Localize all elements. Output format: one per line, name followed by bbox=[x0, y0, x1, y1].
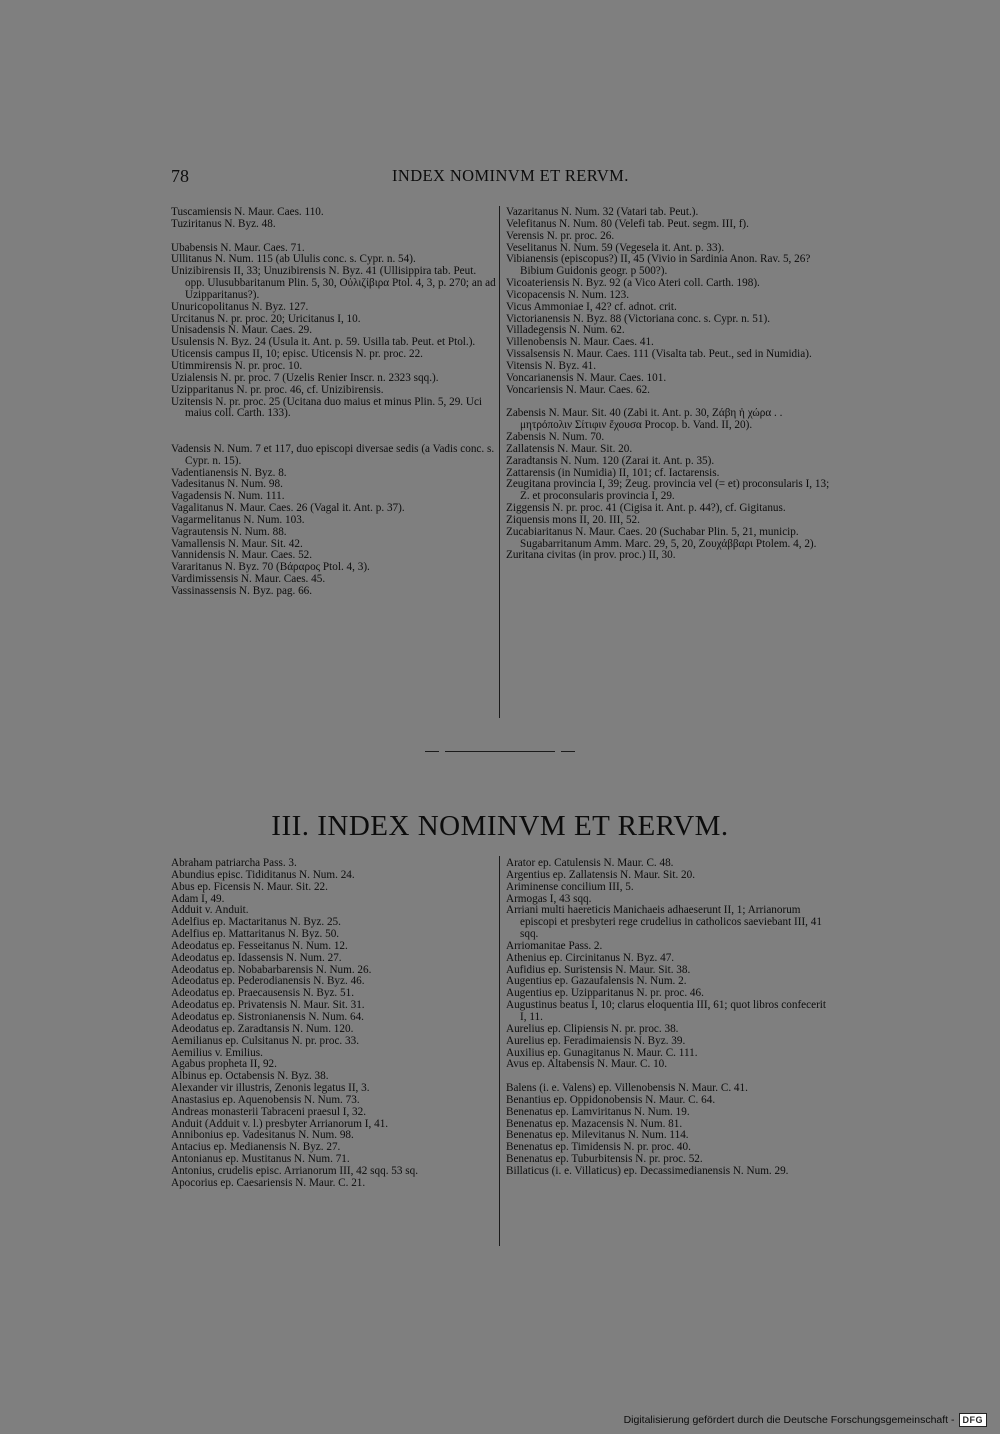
index-entry: Argentius ep. Zallatensis N. Maur. Sit. 20. bbox=[506, 868, 696, 881]
index-entry: Zabensis N. Maur. Sit. 40 (Zabi it. Ant. p. 30, Ζάβη ἡ χώρα . . μητρόπολιν Σίτιφιν ἔχουσα Procop. b. Vand. II, 20). bbox=[506, 407, 783, 432]
index-entry: Vicopacensis N. Num. 123. bbox=[506, 288, 629, 301]
index-entry: Uzitensis N. pr. proc. 25 (Ucitana duo maius et minus Plin. 5, 29. Uci maius coll. Carth. 133). bbox=[171, 395, 483, 420]
index-entry: Arriani multi haereticis Manichaeis adhaeserunt II, 1; Arrianorum episcopi et presbyteri rege crudelius in catholicos saeviebant III, 41 sqq. bbox=[506, 904, 822, 941]
index-entry: Vagrautensis N. Num. 88. bbox=[171, 525, 287, 538]
index-entry: Uzipparitanus N. pr. proc. 46, cf. Unizibirensis. bbox=[171, 383, 384, 396]
index-entry: Vicoateriensis N. Byz. 92 (a Vico Ateri coll. Carth. 198). bbox=[506, 277, 760, 290]
section-title: III. INDEX NOMINVM ET RERVM. bbox=[271, 810, 729, 842]
index-entry: Vadensis N. Num. 7 et 117, duo episcopi diversae sedis (a Vadis conc. s. Cypr. n. 15). bbox=[171, 442, 495, 467]
index-entry: Avus ep. Altabensis N. Maur. C. 10. bbox=[506, 1058, 668, 1071]
index-column-1 bbox=[171, 207, 496, 598]
index-entry: Voncariensis N. Maur. Caes. 62. bbox=[506, 383, 650, 396]
index-entry: Vagadensis N. Num. 111. bbox=[171, 490, 285, 503]
index-entry: Armogas I, 43 sqq. bbox=[506, 892, 592, 905]
index-entry: Benantius ep. Oppidonobensis N. Maur. C. 64. bbox=[506, 1093, 716, 1106]
section-separator-left bbox=[425, 751, 439, 752]
index-entry: Agabus propheta II, 92. bbox=[171, 1058, 277, 1071]
index-entry: Utimmirensis N. pr. proc. 10. bbox=[171, 359, 303, 372]
index-entry: Veselitanus N. Num. 59 (Vegesela it. Ant. p. 33). bbox=[506, 241, 725, 254]
index-entry: Vararitanus N. Byz. 70 (Βάραρος Ptol. 4, 3). bbox=[171, 561, 370, 574]
index-entry: Augentius ep. Gazaufalensis N. Num. 2. bbox=[506, 975, 687, 988]
index-entry: Apocorius ep. Caesariensis N. Maur. C. 21. bbox=[171, 1176, 366, 1189]
index-entry: Zeugitana provincia I, 39; Zeug. provincia vel (= et) proconsularis I, 13; Z. et proconsularis provincia I, 29. bbox=[506, 478, 830, 503]
index-entry: Ariminense concilium III, 5. bbox=[506, 880, 634, 893]
index-entry: Anastasius ep. Aquenobensis N. Num. 73. bbox=[171, 1093, 360, 1106]
page-number: 78 bbox=[171, 166, 189, 186]
index-entry: Antonianus ep. Mustitanus N. Num. 71. bbox=[171, 1153, 350, 1166]
index-entry: Tuscamiensis N. Maur. Caes. 110. bbox=[171, 206, 324, 218]
index-entry: Augentius ep. Uzipparitanus N. pr. proc. 46. bbox=[506, 987, 704, 1000]
index-entry: Ziquensis mons II, 20. III, 52. bbox=[506, 513, 640, 526]
index-entry: Adduit v. Anduit. bbox=[171, 904, 249, 917]
index-entry: Aemilius v. Emilius. bbox=[171, 1046, 263, 1059]
index-entry: Abus ep. Ficensis N. Maur. Sit. 22. bbox=[171, 880, 328, 893]
index-entry: Zucabiaritanus N. Maur. Caes. 20 (Suchabar Plin. 5, 21, municip. Sugabarritanum Amm. Marc. 29, 5, 20, Ζουχάββαρι Ptolem. 4, 2). bbox=[506, 525, 817, 550]
column-divider-top bbox=[499, 206, 500, 718]
index-entry: Abundius episc. Tididitanus N. Num. 24. bbox=[171, 868, 355, 881]
index-entry: Unizibirensis II, 33; Unuzibirensis N. Byz. 41 (Ullisippira tab. Peut. opp. Ulusubbaritanum Plin. 5, 30, Οὐλιζίβιρα Ptol. 4, 3, p. 270; an ad Uzipparitanus?). bbox=[171, 265, 496, 301]
index-entry: Adeodatus ep. Fesseitanus N. Num. 12. bbox=[171, 939, 348, 952]
index-entry: Albinus ep. Octabensis N. Byz. 38. bbox=[171, 1070, 329, 1083]
index-entry: Adeodatus ep. Privatensis N. Maur. Sit. 31. bbox=[171, 999, 365, 1012]
index-entry: Arator ep. Catulensis N. Maur. C. 48. bbox=[506, 857, 674, 869]
index-entry: Arriomanitae Pass. 2. bbox=[506, 939, 603, 952]
index-entry: Zattarensis (in Numidia) II, 101; cf. Iactarensis. bbox=[506, 466, 720, 479]
index-entry: Augustinus beatus I, 10; clarus eloquentia III, 61; quot libros confecerit I, 11. bbox=[506, 999, 827, 1023]
index-entry: Villenobensis N. Maur. Caes. 41. bbox=[506, 336, 654, 349]
column-divider-bottom bbox=[499, 856, 500, 1246]
index-entry: Antonius, crudelis episc. Arrianorum III, 42 sqq. 53 sq. bbox=[171, 1164, 419, 1177]
index-entry: Vardimissensis N. Maur. Caes. 45. bbox=[171, 573, 326, 586]
index-entry: Usulensis N. Byz. 24 (Usula it. Ant. p. 59. Usilla tab. Peut. et Ptol.). bbox=[171, 336, 476, 349]
dfg-logo: DFG bbox=[959, 1413, 988, 1427]
index-entry: Annibonius ep. Vadesitanus N. Num. 98. bbox=[171, 1129, 354, 1142]
index-entry: Vadentianensis N. Byz. 8. bbox=[171, 466, 287, 479]
index-entry: Adelfius ep. Mactaritanus N. Byz. 25. bbox=[171, 916, 341, 929]
index-entry: Vagalitanus N. Maur. Caes. 26 (Vagal it. Ant. p. 37). bbox=[171, 502, 405, 515]
index-entry: Auxilius ep. Gunagitanus N. Maur. C. 111. bbox=[506, 1046, 698, 1059]
index-entry: Adeodatus ep. Nobabarbarensis N. Num. 26. bbox=[171, 963, 372, 976]
index-entry: Benenatus ep. Mazacensis N. Num. 81. bbox=[506, 1117, 683, 1130]
index-entry: Benenatus ep. Lamviritanus N. Num. 19. bbox=[506, 1105, 690, 1118]
index-entry: Tuziritanus N. Byz. 48. bbox=[171, 217, 276, 230]
index-entry: Uzialensis N. pr. proc. 7 (Uzelis Renier Inscr. n. 2323 sqq.). bbox=[171, 371, 439, 384]
index-entry: Vitensis N. Byz. 41. bbox=[506, 359, 597, 372]
index-entry: Vibianensis (episcopus?) II, 45 (Vivio in Sardinia Anon. Rav. 5, 26? Bibium Guidonis geogr. p 500?). bbox=[506, 253, 811, 278]
entry-gap bbox=[171, 420, 496, 432]
index-entry: Benenatus ep. Timidensis N. pr. proc. 40. bbox=[506, 1141, 691, 1154]
index-entry: Benenatus ep. Milevitanus N. Num. 114. bbox=[506, 1129, 689, 1142]
section-separator-right bbox=[561, 751, 575, 752]
index-entry: Vamallensis N. Maur. Sit. 42. bbox=[171, 537, 303, 550]
index-entry: Ziggensis N. pr. proc. 41 (Cigisa it. Ant. p. 44?), cf. Gigitanus. bbox=[506, 502, 786, 515]
index-entry: Vagarmelitanus N. Num. 103. bbox=[171, 513, 305, 526]
running-title: INDEX NOMINVM ET RERVM. bbox=[392, 166, 629, 185]
index-entry: Urcitanus N. pr. proc. 20; Uricitanus I, 10. bbox=[171, 312, 361, 325]
index-entry: Aemilianus ep. Culsitanus N. pr. proc. 33. bbox=[171, 1034, 359, 1047]
index-entry: Victorianensis N. Byz. 88 (Victoriana conc. s. Cypr. n. 51). bbox=[506, 312, 770, 325]
index-entry: Anduit (Adduit v. l.) presbyter Arrianorum I, 41. bbox=[171, 1117, 389, 1130]
index-entry: Vazaritanus N. Num. 32 (Vatari tab. Peut.). bbox=[506, 206, 699, 218]
index-column-2 bbox=[506, 207, 834, 562]
index-entry: Unisadensis N. Maur. Caes. 29. bbox=[171, 324, 313, 337]
index-entry: Adeodatus ep. Zaradtansis N. Num. 120. bbox=[171, 1022, 354, 1035]
index-entry: Abraham patriarcha Pass. 3. bbox=[171, 857, 297, 869]
index-entry: Aurelius ep. Feradimaiensis N. Byz. 39. bbox=[506, 1034, 686, 1047]
index-entry: Uticensis campus II, 10; episc. Uticensis N. pr. proc. 22. bbox=[171, 348, 423, 361]
index-column-4 bbox=[506, 858, 834, 1178]
index-entry: Zallatensis N. Maur. Sit. 20. bbox=[506, 442, 633, 455]
index-entry: Vassinassensis N. Byz. pag. 66. bbox=[171, 585, 313, 597]
index-column-3 bbox=[171, 858, 496, 1190]
index-entry: Billaticus (i. e. Villaticus) ep. Decassimedianensis N. Num. 29. bbox=[506, 1164, 789, 1177]
index-entry: Adeodatus ep. Idassensis N. Num. 27. bbox=[171, 951, 342, 964]
index-entry: Voncarianensis N. Maur. Caes. 101. bbox=[506, 371, 667, 384]
footer-text: Digitalisierung gefördert durch die Deutsche Forschungsgemeinschaft - bbox=[623, 1414, 955, 1426]
index-entry: Antacius ep. Medianensis N. Byz. 27. bbox=[171, 1141, 341, 1154]
index-entry: Adelfius ep. Mattaritanus N. Byz. 50. bbox=[171, 928, 340, 941]
index-entry: Ullitanus N. Num. 115 (ab Ululis conc. s. Cypr. n. 54). bbox=[171, 253, 416, 266]
index-entry: Velefitanus N. Num. 80 (Velefi tab. Peut. segm. III, f). bbox=[506, 217, 749, 230]
index-entry: Zaradtansis N. Num. 120 (Zarai it. Ant. p. 35). bbox=[506, 454, 715, 467]
index-entry: Athenius ep. Circinitanus N. Byz. 47. bbox=[506, 951, 675, 964]
index-entry: Vadesitanus N. Num. 98. bbox=[171, 478, 283, 491]
section-separator-middle bbox=[445, 751, 555, 752]
index-entry: Vicus Ammoniae I, 42? cf. adnot. crit. bbox=[506, 300, 677, 313]
index-entry: Andreas monasterii Tabraceni praesul I, 32. bbox=[171, 1105, 367, 1118]
index-entry: Aufidius ep. Suristensis N. Maur. Sit. 38. bbox=[506, 963, 691, 976]
index-entry: Adeodatus ep. Praecausensis N. Byz. 51. bbox=[171, 987, 354, 1000]
index-entry: Aurelius ep. Clipiensis N. pr. proc. 38. bbox=[506, 1022, 679, 1035]
index-entry: Balens (i. e. Valens) ep. Villenobensis N. Maur. C. 41. bbox=[506, 1082, 748, 1095]
index-entry: Ubabensis N. Maur. Caes. 71. bbox=[171, 241, 305, 254]
index-entry: Verensis N. pr. proc. 26. bbox=[506, 229, 615, 242]
index-entry: Adeodatus ep. Sistronianensis N. Num. 64. bbox=[171, 1010, 364, 1023]
entry-gap bbox=[171, 231, 496, 243]
index-entry: Unuricopolitanus N. Byz. 127. bbox=[171, 300, 309, 313]
index-entry: Alexander vir illustris, Zenonis legatus II, 3. bbox=[171, 1082, 370, 1095]
index-entry: Villadegensis N. Num. 62. bbox=[506, 324, 625, 337]
index-entry: Vissalsensis N. Maur. Caes. 111 (Visalta tab. Peut., sed in Numidia). bbox=[506, 348, 812, 361]
index-entry: Adeodatus ep. Pederodianensis N. Byz. 46. bbox=[171, 975, 365, 988]
index-entry: Benenatus ep. Tuburbitensis N. pr. proc. 52. bbox=[506, 1153, 703, 1166]
footer bbox=[624, 1413, 987, 1427]
index-entry: Zabensis N. Num. 70. bbox=[506, 431, 605, 444]
index-entry: Vannidensis N. Maur. Caes. 52. bbox=[171, 549, 313, 562]
index-entry: Zuritana civitas (in prov. proc.) II, 30. bbox=[506, 549, 676, 562]
index-entry: Adam I, 49. bbox=[171, 892, 225, 905]
